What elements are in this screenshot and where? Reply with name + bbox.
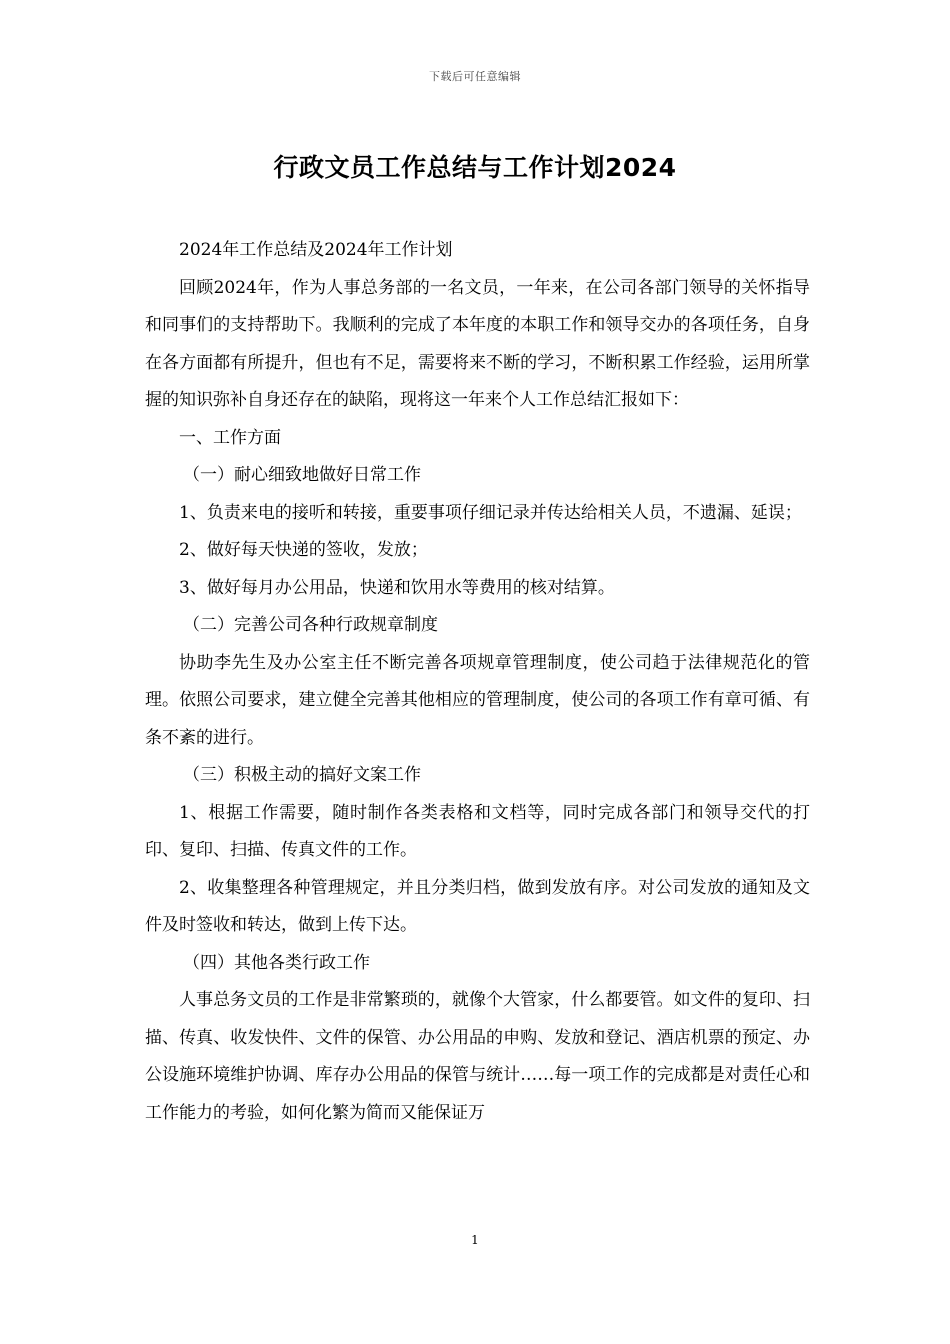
list-item: 2、收集整理各种管理规定，并且分类归档，做到发放有序。对公司发放的通知及文件及时签收和转达，做到上传下达。 bbox=[145, 877, 810, 935]
subsection-heading-1: （一）耐心细致地做好日常工作 bbox=[183, 465, 421, 485]
list-item: 1、根据工作需要，随时制作各类表格和文档等，同时完成各部门和领导交代的打印、复印、扫描、传真文件的工作。 bbox=[145, 802, 810, 860]
page-title: 行政文员工作总结与工作计划2024 bbox=[273, 153, 677, 182]
subsection-heading-3: （三）积极主动的搞好文案工作 bbox=[183, 765, 421, 785]
paragraph: 人事总务文员的工作是非常繁琐的，就像个大管家，什么都要管。如文件的复印、扫描、传真、收发快件、文件的保管、办公用品的申购、发放和登记、酒店机票的预定、办公设施环境维护协调、库存办公用品的保管与统计……每一项工作的完成都是对责任心和工作能力的考验，如何化繁为简而又能保证万 bbox=[145, 990, 810, 1123]
paragraph: 协助李先生及办公室主任不断完善各项规章管理制度，使公司趋于法律规范化的管理。依照公司要求，建立健全完善其他相应的管理制度，使公司的各项工作有章可循、有条不紊的进行。 bbox=[145, 652, 810, 748]
section-heading-work: 一、工作方面 bbox=[179, 427, 281, 448]
subsection-heading-4: （四）其他各类行政工作 bbox=[183, 952, 370, 973]
paragraph-intro: 回顾2024年，作为人事总务部的一名文员，一年来，在公司各部门领导的关怀指导和同事们的支持帮助下。我顺利的完成了本年度的本职工作和领导交办的各项任务，自身在各方面都有所提升，但也有不足，需要将来不断的学习，不断积累工作经验，运用所掌握的知识弥补自身还存在的缺陷，现将这一年来个人工作总结汇报如下： bbox=[145, 277, 810, 410]
list-item: 3、做好每月办公用品，快递和饮用水等费用的核对结算。 bbox=[179, 577, 615, 598]
paragraph-subtitle: 2024年工作总结及2024年工作计划 bbox=[179, 240, 453, 260]
page-number: 1 bbox=[471, 1233, 479, 1247]
header-note: 下载后可任意编辑 bbox=[429, 70, 521, 83]
subsection-heading-2: （二）完善公司各种行政规章制度 bbox=[183, 615, 438, 635]
body-text bbox=[145, 232, 810, 1132]
list-item: 2、做好每天快递的签收，发放； bbox=[179, 540, 428, 560]
list-item: 1、负责来电的接听和转接，重要事项仔细记录并传达给相关人员，不遗漏、延误； bbox=[179, 502, 802, 523]
